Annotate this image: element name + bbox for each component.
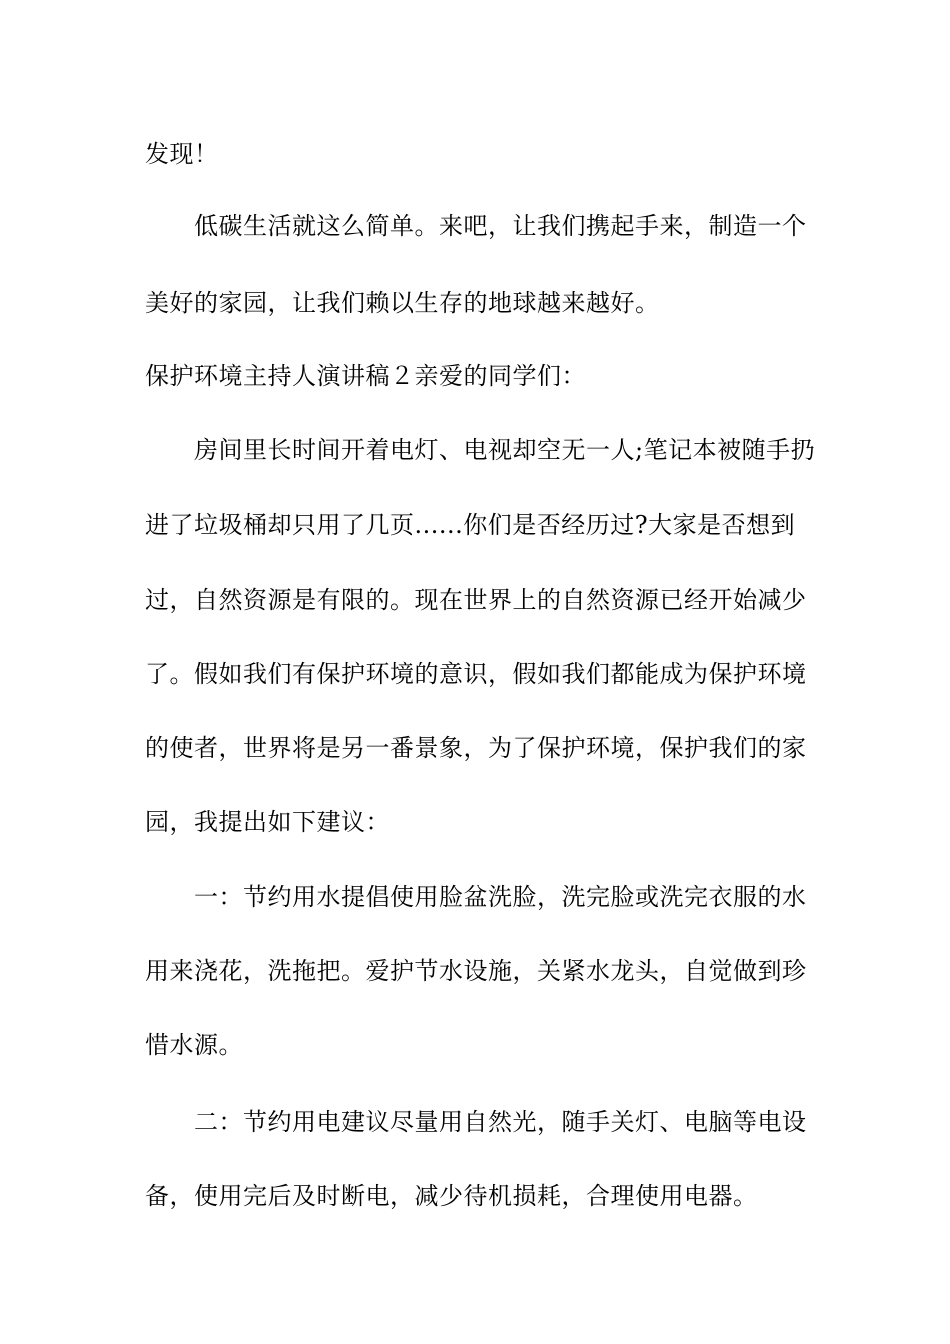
text-line-7: 过，自然资源是有限的。现在世界上的自然资源已经开始减少 [145, 586, 807, 614]
text-line-9: 的使者，世界将是另一番景象，为了保护环境，保护我们的家 [145, 734, 807, 762]
text-line-6: 进了垃圾桶却只用了几页......你们是否经历过?大家是否想到 [145, 511, 796, 539]
text-line-14: 二：节约用电建议尽量用自然光，随手关灯、电脑等电设 [194, 1108, 807, 1136]
text-line-3: 美好的家园，让我们赖以生存的地球越来越好。 [145, 289, 660, 317]
text-line-13: 惜水源。 [145, 1031, 243, 1059]
text-line-1: 发现！ [145, 140, 219, 168]
text-line-15: 备，使用完后及时断电，减少待机损耗，合理使用电器。 [145, 1182, 758, 1210]
text-line-2: 低碳生活就这么简单。来吧，让我们携起手来，制造一个 [194, 212, 807, 240]
text-line-10: 园，我提出如下建议： [145, 808, 390, 836]
text-line-11: 一：节约用水提倡使用脸盆洗脸，洗完脸或洗完衣服的水 [194, 883, 807, 911]
section-heading: 保护环境主持人演讲稿２亲爱的同学们： [145, 362, 586, 390]
text-line-5: 房间里长时间开着电灯、电视却空无一人;笔记本被随手扔 [194, 436, 816, 464]
text-line-12: 用来浇花，洗拖把。爱护节水设施，关紧水龙头，自觉做到珍 [145, 957, 807, 985]
text-line-8: 了。假如我们有保护环境的意识，假如我们都能成为保护环境 [145, 660, 807, 688]
